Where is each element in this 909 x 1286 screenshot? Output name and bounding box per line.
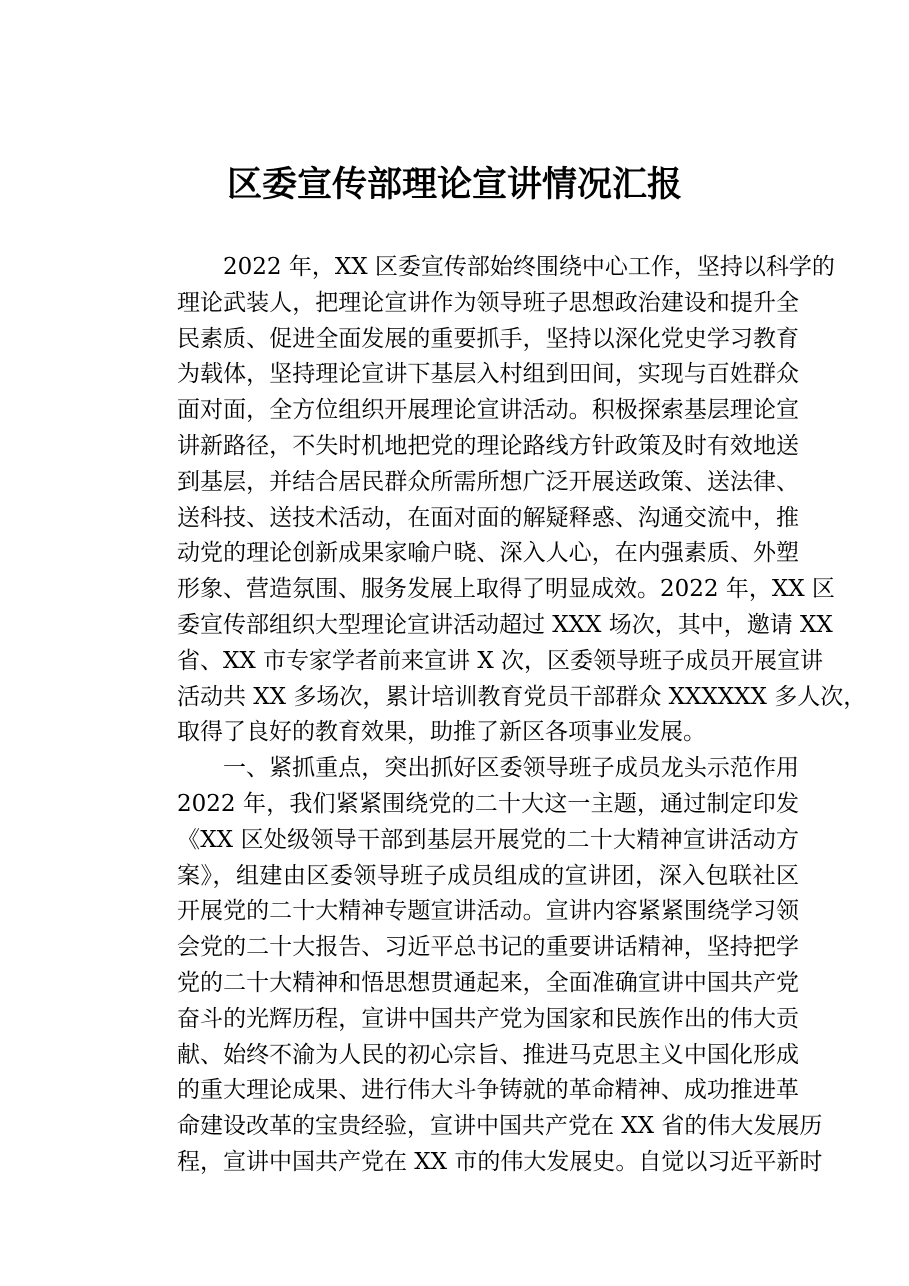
text-line: 讲新路径，不失时机地把党的理论路线方针政策及时有效地送 (177, 432, 799, 459)
paragraph-intro (131, 250, 867, 751)
text-line: 到基层，并结合居民群众所需所想广泛开展送政策、送法律、 (177, 468, 799, 495)
text-line: 形象、营造氛围、服务发展上取得了明显成效。2022 年，XX 区 (177, 576, 835, 603)
text-line: 为载体，坚持理论宣讲下基层入村组到田间，实现与百姓群众 (177, 361, 799, 388)
text-line: 委宣传部组织大型理论宣讲活动超过 XXX 场次，其中，邀请 XX (177, 611, 833, 638)
text-line: 活动共 XX 多场次，累计培训教育党员干部群众 XXXXXX 多人次， (177, 683, 867, 710)
text-line: 省、XX 市专家学者前来宣讲 X 次，区委领导班子成员开展宣讲 (177, 647, 824, 674)
paragraph-section-one (131, 751, 823, 1181)
text-line: 程，宣讲中国共产党在 XX 市的伟大发展史。自觉以习近平新时 (177, 1148, 823, 1175)
text-line: 2022 年，我们紧紧围绕党的二十大这一主题，通过制定印发 (177, 790, 799, 817)
text-line: 理论武装人，把理论宣讲作为领导班子思想政治建设和提升全 (177, 289, 799, 316)
text-line: 面对面，全方位组织开展理论宣讲活动。积极探索基层理论宣 (177, 397, 799, 424)
text-line: 动党的理论创新成果家喻户晓、深入人心，在内强素质、外塑 (177, 540, 799, 567)
text-line: 命建设改革的宝贵经验，宣讲中国共产党在 XX 省的伟大发展历 (177, 1113, 823, 1140)
text-line: 送科技、送技术活动，在面对面的解疑释惑、沟通交流中，推 (177, 504, 799, 531)
text-line: 献、始终不渝为人民的初心宗旨、推进马克思主义中国化形成 (177, 1041, 799, 1068)
text-line: 取得了良好的教育效果，助推了新区各项事业发展。 (177, 719, 706, 746)
text-line: 开展党的二十大精神专题宣讲活动。宣讲内容紧紧围绕学习领 (177, 898, 799, 925)
text-line: 会党的二十大报告、习近平总书记的重要讲话精神，坚持把学 (177, 934, 799, 961)
text-line: 《XX 区处级领导干部到基层开展党的二十大精神宣讲活动方 (177, 826, 799, 853)
text-line: 的重大理论成果、进行伟大斗争铸就的革命精神、成功推进革 (177, 1077, 799, 1104)
text-line: 民素质、促进全面发展的重要抓手，坚持以深化党史学习教育 (177, 325, 799, 352)
text-line: 2022 年，XX 区委宣传部始终围绕中心工作，坚持以科学的 (223, 254, 835, 280)
document-body (131, 250, 867, 1181)
text-line: 奋斗的光辉历程，宣讲中国共产党为国家和民族作出的伟大贡 (177, 1005, 799, 1032)
section-heading-line: 一、紧抓重点，突出抓好区委领导班子成员龙头示范作用 (223, 755, 799, 782)
text-line: 案》，组建由区委领导班子成员组成的宣讲团，深入包联社区 (177, 862, 799, 889)
document-title: 区委宣传部理论宣讲情况汇报 (226, 164, 682, 205)
text-line: 党的二十大精神和悟思想贯通起来，全面准确宣讲中国共产党 (177, 969, 799, 996)
